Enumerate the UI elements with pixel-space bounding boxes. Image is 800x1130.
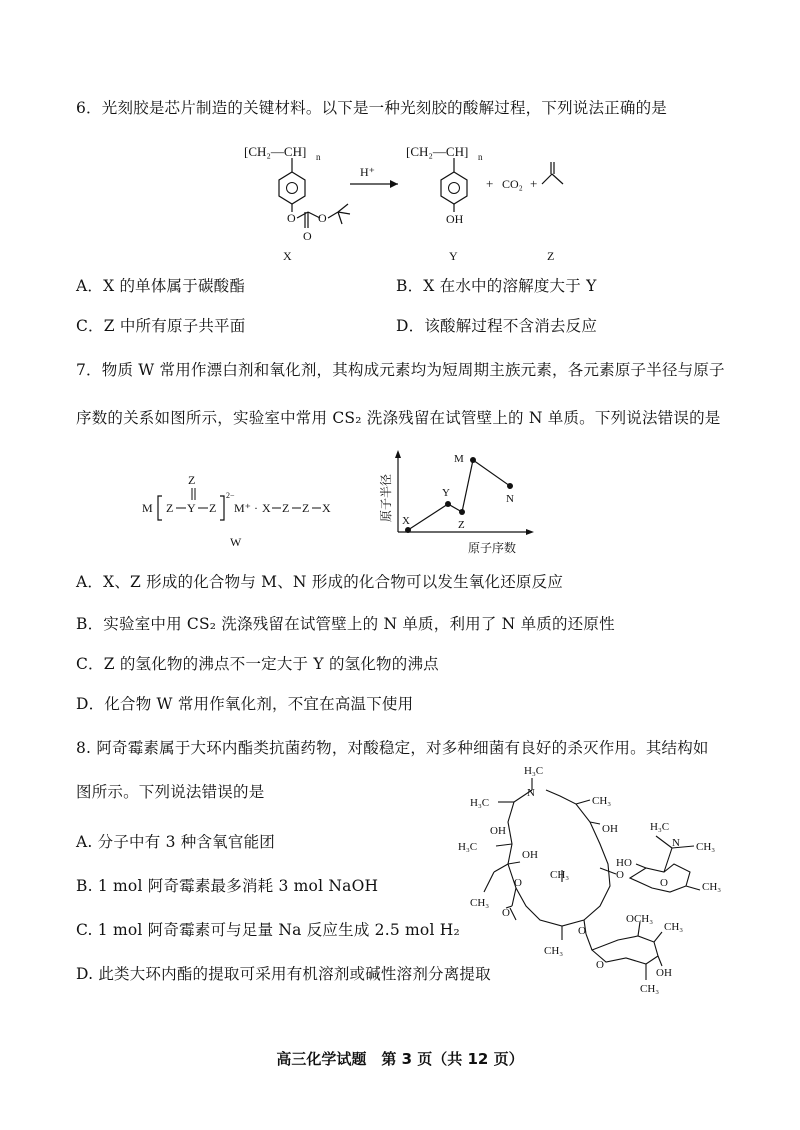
azi-ch3-inner: CH₃ (550, 869, 570, 881)
q8-option-c[interactable]: C. 1 mol 阿奇霉素可与足量 Na 反应生成 2.5 mol H₂ (76, 921, 460, 939)
w-y: Y (187, 501, 196, 515)
w-z3: Z (282, 501, 290, 515)
co2-product: CO₂ (502, 177, 523, 191)
q6-option-c[interactable]: C．Z 中所有原子共平面 (76, 317, 246, 335)
azi-ch3-amine: CH₃ (696, 841, 716, 853)
azi-och3: OCH₃ (626, 913, 654, 925)
q8-stem-line1: 8. 阿奇霉素属于大环内酯类抗菌药物，对酸稳定，对多种细菌有良好的杀灭作用。其结构如 (76, 739, 709, 757)
y-polymer-n: n (478, 152, 483, 162)
q8-option-d[interactable]: D. 此类大环内酯的提取可采用有机溶剂或碱性溶剂分离提取 (76, 965, 491, 983)
w-z1: Z (166, 501, 174, 515)
y-axis-label: 原子半径 (379, 473, 393, 522)
point-n (507, 483, 513, 489)
reagent-h-plus: H⁺ (360, 165, 375, 179)
azi-o-sugar-2: O (596, 959, 604, 971)
azi-o-sugar-1: O (660, 877, 668, 889)
azi-ho-sugar: HO (616, 857, 632, 869)
w-label: W (230, 535, 242, 549)
w-m-right: M⁺ (234, 501, 252, 515)
q8-option-a[interactable]: A. 分子中有 3 种含氧官能团 (76, 833, 275, 851)
q6-option-a[interactable]: A．X 的单体属于碳酸酯 (76, 277, 246, 295)
q7-option-d[interactable]: D．化合物 W 常用作氧化剂，不宜在高温下使用 (76, 695, 414, 713)
azi-oh-3: OH (522, 849, 538, 861)
azi-oh-2: OH (602, 823, 618, 835)
point-label-x: X (402, 515, 410, 527)
y-polymer-unit: [CH₂—CH] (406, 144, 469, 159)
plus-sign-1: + (486, 176, 494, 191)
w-m-left: M (142, 501, 153, 515)
q7-stem-line2: 序数的关系如图所示，实验室中常用 CS₂ 洗涤残留在试管壁上的 N 单质。下列说法错误的是 (76, 409, 721, 427)
plus-sign-2: + (530, 176, 538, 191)
point-label-m: M (454, 453, 464, 465)
q6-reaction-diagram (230, 134, 570, 264)
q6-option-b[interactable]: B．X 在水中的溶解度大于 Y (396, 277, 597, 295)
label-z: Z (547, 249, 555, 263)
point-z (459, 509, 465, 515)
q7-option-c[interactable]: C．Z 的氢化物的沸点不一定大于 Y 的氢化物的沸点 (76, 655, 439, 673)
azi-h3c-amine: H₃C (650, 821, 670, 833)
azi-ch3-sugar-3: CH₃ (640, 983, 660, 995)
azithromycin-structure (450, 760, 750, 1010)
svg-text:O: O (318, 211, 327, 225)
point-label-n: N (506, 493, 514, 505)
w-z4: Z (302, 501, 310, 515)
point-m (470, 457, 476, 463)
azi-h3c-top: H₃C (524, 765, 544, 777)
x-carbonate-o: O (287, 211, 296, 225)
q7-option-a[interactable]: A．X、Z 形成的化合物与 M、N 形成的化合物可以发生氧化还原反应 (76, 573, 564, 591)
x-axis-label: 原子序数 (468, 541, 517, 555)
x-polymer-n: n (316, 152, 321, 162)
azi-ch3-bottom: CH₃ (544, 945, 564, 957)
point-label-z: Z (458, 519, 465, 531)
q6-stem: 6．光刻胶是芯片制造的关键材料。以下是一种光刻胶的酸解过程，下列说法正确的是 (76, 99, 667, 117)
w-dot: · (254, 501, 258, 515)
azi-ch3-sugar-1: CH₃ (702, 881, 722, 893)
y-oh: OH (446, 212, 464, 226)
w-z-top: Z (188, 473, 196, 487)
label-y: Y (449, 249, 458, 263)
azi-h3c-left: H₃C (470, 797, 490, 809)
azi-ch3-right: CH₃ (592, 795, 612, 807)
q8-stem-line2: 图所示。下列说法错误的是 (76, 783, 265, 801)
q7-radius-graph (370, 448, 540, 558)
azi-o-ring: O (514, 877, 522, 889)
q7-structure-w (140, 470, 350, 550)
x-carbonyl-o: O (303, 229, 312, 243)
w-x2: X (322, 501, 331, 515)
w-charge: 2− (226, 491, 235, 500)
azi-oh-1: OH (490, 825, 506, 837)
azi-h3c-mid: H₃C (458, 841, 478, 853)
x-polymer-unit: [CH₂—CH] (244, 144, 307, 159)
azi-o-glyco-1: O (616, 869, 624, 881)
point-y (445, 501, 451, 507)
page-footer: 高三化学试题 第 3 页（共 12 页） (276, 1050, 524, 1068)
q8-option-b[interactable]: B. 1 mol 阿奇霉素最多消耗 3 mol NaOH (76, 877, 379, 895)
azi-n-ring: N (527, 787, 535, 799)
azi-ch3-ethyl: CH₃ (470, 897, 490, 909)
q7-stem-line1: 7．物质 W 常用作漂白剂和氧化剂，其构成元素均为短周期主族元素，各元素原子半径与原子 (76, 361, 725, 379)
azi-oh-sugar: OH (656, 967, 672, 979)
point-x (405, 527, 411, 533)
q6-option-d[interactable]: D．该酸解过程不含消去反应 (396, 317, 598, 335)
q7-option-b[interactable]: B．实验室中用 CS₂ 洗涤残留在试管壁上的 N 单质，利用了 N 单质的还原性 (76, 615, 615, 633)
azi-o-glyco-2: O (578, 925, 586, 937)
w-x1: X (262, 501, 271, 515)
azi-o-carbonyl: O (502, 907, 510, 919)
azi-ch3-sugar-2: CH₃ (664, 921, 684, 933)
point-label-y: Y (442, 487, 450, 499)
label-x: X (283, 249, 292, 263)
w-z2: Z (209, 501, 217, 515)
azi-n-amine: N (672, 837, 680, 849)
